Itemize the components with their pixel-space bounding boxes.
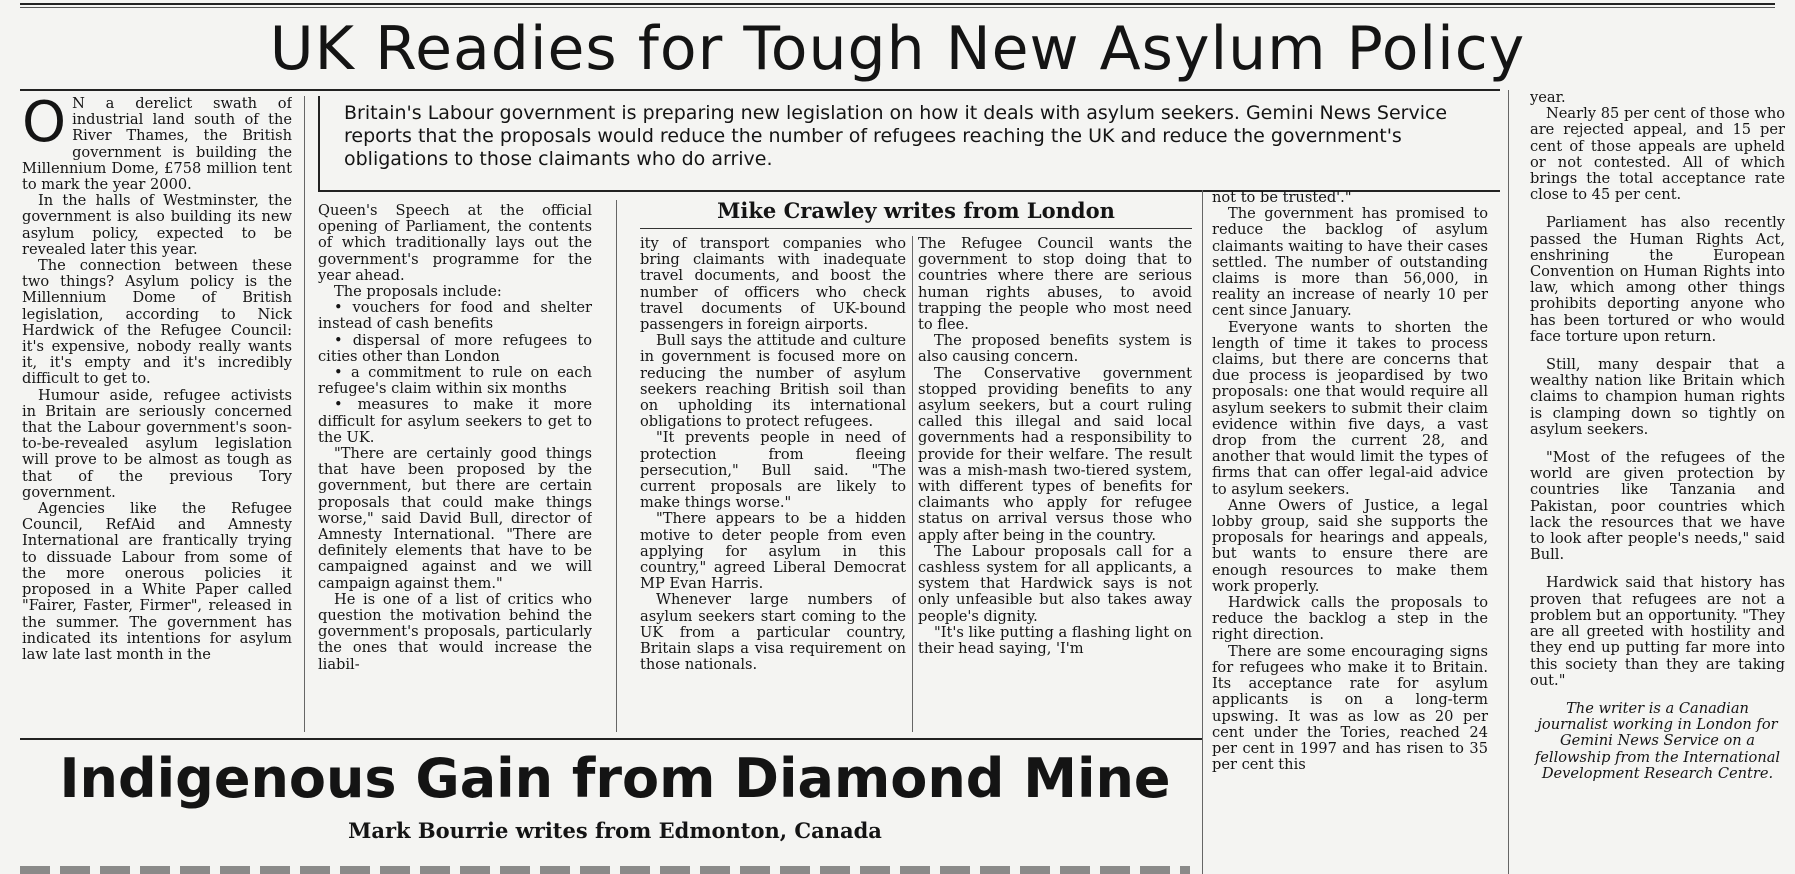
column-6 [1530,90,1785,868]
column-3 [640,236,906,734]
bullet-item: • dispersal of more refugees to cities other than London [318,331,592,365]
paragraph: The proposals include: [334,283,502,301]
column-divider [1202,190,1203,874]
paragraph: Anne Owers of Justice, a legal lobby group, said she supports the proposals for hearings and appeals, but wants to ensure there are enough resources to make them work properly. [1212,496,1488,595]
bullet-item: • measures to make it more difficult for asylum seekers to get to the UK. [318,396,592,446]
article-divider [20,738,1202,740]
paragraph: He is one of a list of critics who question the motivation behind the government's proposals, particularly the ones that would increase the liabil- [318,590,592,673]
deck: Britain's Labour government is preparing new legislation on how it deals with asylum seekers. Gemini News Service reports that the proposals would reduce the number of refugees reaching the UK and reduce the government's obligations to those claimants who do arrive. [344,102,1448,170]
paragraph: "It's like putting a flashing light on their head saying, 'I'm [918,623,1192,658]
column-divider [912,236,913,732]
paragraph: Agencies like the Refugee Council, RefAid and Amnesty International are frantically trying to dissuade Labour from some of the more onerous policies it proposed in a White Paper called "Fairer, Faster, Firmer", released in the summer. The government has indicated its intentions for asylum law late last month in the [22,500,292,663]
column-5 [1212,190,1488,868]
paragraph: In the halls of Westminster, the government is also building its new asylum policy, expected to be revealed later this year. [22,192,292,258]
paragraph: There are some encouraging signs for refugees who make it to Britain. Its acceptance rate for asylum applicants is on a long-term upswing. It was as low as 20 per cent under the Tories, reached 24 per cent in 1997 and has risen to 35 per cent this [1212,642,1488,774]
paragraph: "There appears to be a hidden motive to deter people from even applying for asylum in this country," agreed Liberal Democrat MP Evan Harris. [640,510,906,593]
column-4 [918,236,1192,734]
column-divider [616,200,617,732]
writer-note: The writer is a Canadian journalist working in London for Gemini News Service on a fellowship from the International Development Research Centre. [1534,699,1781,782]
second-byline: Mark Bourrie writes from Edmonton, Canada [348,818,882,843]
column-2 [318,203,592,735]
headline-rule [20,89,1500,91]
paragraph: Hardwick calls the proposals to reduce the backlog a step in the right direction. [1212,594,1488,644]
column-divider [304,96,305,732]
top-rule [20,3,1775,8]
paragraph: "Most of the refugees of the world are given protection by countries like Tanzania and Pakistan, poor countries which lack the resources that we have to look after people's needs," said Bull. [1530,449,1785,564]
bullet-item: • a commitment to rule on each refugee's claim within six months [318,364,592,398]
byline-rule [640,228,1192,229]
paragraph: Whenever large numbers of asylum seekers start coming to the UK from a particular country, Britain slaps a visa requirement on those nationals. [640,591,906,674]
paragraph: The proposed benefits system is also causing concern. [918,332,1192,366]
byline: Mike Crawley writes from London [717,198,1115,223]
paragraph: The Refugee Council wants the government to stop doing that to countries where there are serious human rights abuses, to avoid trapping the people who most need to flee. [918,236,1192,334]
paragraph: not to be trusted'." [1212,190,1352,206]
deck-box [318,96,1500,192]
paragraph: year. [1530,90,1566,106]
paragraph: Bull says the attitude and culture in government is focused more on reducing the number of asylum seekers reaching British soil than on upholding its international obligations to protect refugees. [640,332,906,431]
paragraph: Humour aside, refugee activists in Britain are seriously concerned that the Labour government's soon-to-be-revealed asylum legislation will prove to be almost as tough as that of the previous Tory government. [22,386,292,501]
column-1 [22,96,292,732]
drop-cap: O [22,96,67,155]
paragraph: Parliament has also recently passed the Human Rights Act, enshrining the European Convention on Human Rights into law, which among other things prohibits deporting anyone who has been tortured or who would face torture upon return. [1530,214,1785,345]
paragraph: Queen's Speech at the official opening of Parliament, the contents of which traditionally lays out the government's programme for the year ahead. [318,203,592,284]
second-headline: Indigenous Gain from Diamond Mine [59,747,1171,810]
paragraph: "It prevents people in need of protection from fleeing persecution," Bull said. "The current proposals are likely to make things worse." [640,429,906,512]
paragraph: "There are certainly good things that have been proposed by the government, but there are certain proposals that could make things worse," said David Bull, director of Amnesty International. "There are definitely elements that have to be campaigned against and we will campaign against them." [318,445,592,592]
column-divider [1508,90,1509,874]
paragraph: Still, many despair that a wealthy nation like Britain which claims to champion human rights is clamping down so tightly on asylum seekers. [1530,356,1785,438]
headline: UK Readies for Tough New Asylum Policy [269,14,1526,84]
paragraph: ity of transport companies who bring claimants with inadequate travel documents, and boost the number of officers who check travel documents of UK-bound passengers in foreign airports. [640,236,906,334]
paragraph: O N a derelict swath of industrial land south of the River Thames, the British government is building the Millennium Dome, £758 million tent to mark the year 2000. [22,96,292,194]
paragraph: The Conservative government stopped providing benefits to any asylum seekers, but a court ruling called this illegal and said local governments had a responsibility to provide for their welfare. The result was a mish-mash two-tiered system, with different types of benefits for claimants who apply for refugee status on arrival versus those who apply after being in the country. [918,364,1192,544]
bullet-item: • vouchers for food and shelter instead of cash benefits [318,299,592,333]
paragraph: Everyone wants to shorten the length of time it takes to process claims, but there are concerns that due process is jeopardised by two proposals: one that would require all asylum seekers to submit their claim evidence within five days, a vast drop from the current 28, and another that would limit the types of firms that can offer legal-aid advice to asylum seekers. [1212,318,1488,498]
paragraph: The government has promised to reduce the backlog of asylum claimants waiting to have their cases settled. The number of outstanding claims is more than 56,000, in reality an increase of nearly 10 per cent since January. [1212,205,1488,320]
paragraph: The Labour proposals call for a cashless system for all applicants, a system that Hardwick says is not only unfeasible but also takes away people's dignity. [918,542,1192,625]
paragraph: The connection between these two things? Asylum policy is the Millennium Dome of British legislation, according to Nick Hardwick of the Refugee Council: it's expensive, nobody really wants it, it's empty and it's incredibly difficult to get to. [22,257,292,388]
paragraph: Hardwick said that history has proven that refugees are not a problem but an opportunity. "They are all greeted with hostility and they end up putting far more into this society than they are taking out." [1530,574,1785,689]
cutoff-text-line [20,866,1190,874]
paragraph: Nearly 85 per cent of those who are rejected appeal, and 15 per cent of those appeals are upheld or not contested. All of which brings the total acceptance rate close to 45 per cent. [1530,105,1785,204]
